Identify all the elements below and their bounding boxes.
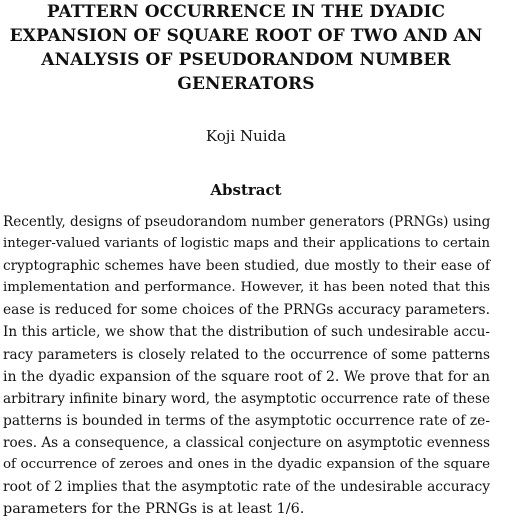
abstract-line: arbitrary infinite binary word, the asymptotic occurrence rate of these (3, 390, 490, 407)
abstract-line: of occurrence of zeroes and ones in the dyadic expansion of the square (3, 457, 490, 473)
abstract-heading: Abstract (210, 181, 282, 199)
author-name: Koji Nuida (205, 127, 287, 145)
abstract-line: implementation and performance. However, it has been noted that this (3, 280, 490, 296)
abstract-line: ease is reduced for some choices of the PRNGs accuracy parameters. (3, 302, 490, 319)
abstract-text (3, 211, 490, 520)
title-line: EXPANSION OF SQUARE ROOT OF TWO AND AN (9, 26, 483, 46)
abstract-line: Recently, designs of pseudorandom number generators (PRNGs) using (3, 214, 491, 230)
abstract-line: roes. As a consequence, a classical conjecture on asymptotic evenness (3, 434, 490, 451)
abstract-line: parameters for the PRNGs is at least 1/6. (3, 501, 305, 518)
abstract-line: patterns is bounded in terms of the asymptotic occurrence rate of ze- (3, 412, 490, 429)
abstract-line: cryptographic schemes have been studied, due mostly to their ease of (3, 258, 490, 275)
abstract-line: integer-valued variants of logistic maps and their applications to certain (3, 236, 490, 252)
abstract-line: root of 2 implies that the asymptotic rate of the undesirable accuracy (3, 479, 490, 496)
abstract-line: In this article, we show that the distribution of such undesirable accu- (3, 324, 490, 341)
paper-title (6, 0, 486, 96)
title-line: PATTERN OCCURRENCE IN THE DYADIC (46, 2, 446, 22)
title-line: GENERATORS (177, 74, 315, 94)
title-line: ANALYSIS OF PSEUDORANDOM NUMBER (41, 50, 451, 70)
abstract-line: in the dyadic expansion of the square root of 2. We prove that for an (3, 368, 490, 385)
abstract-line: racy parameters is closely related to the occurrence of some patterns (3, 346, 490, 363)
